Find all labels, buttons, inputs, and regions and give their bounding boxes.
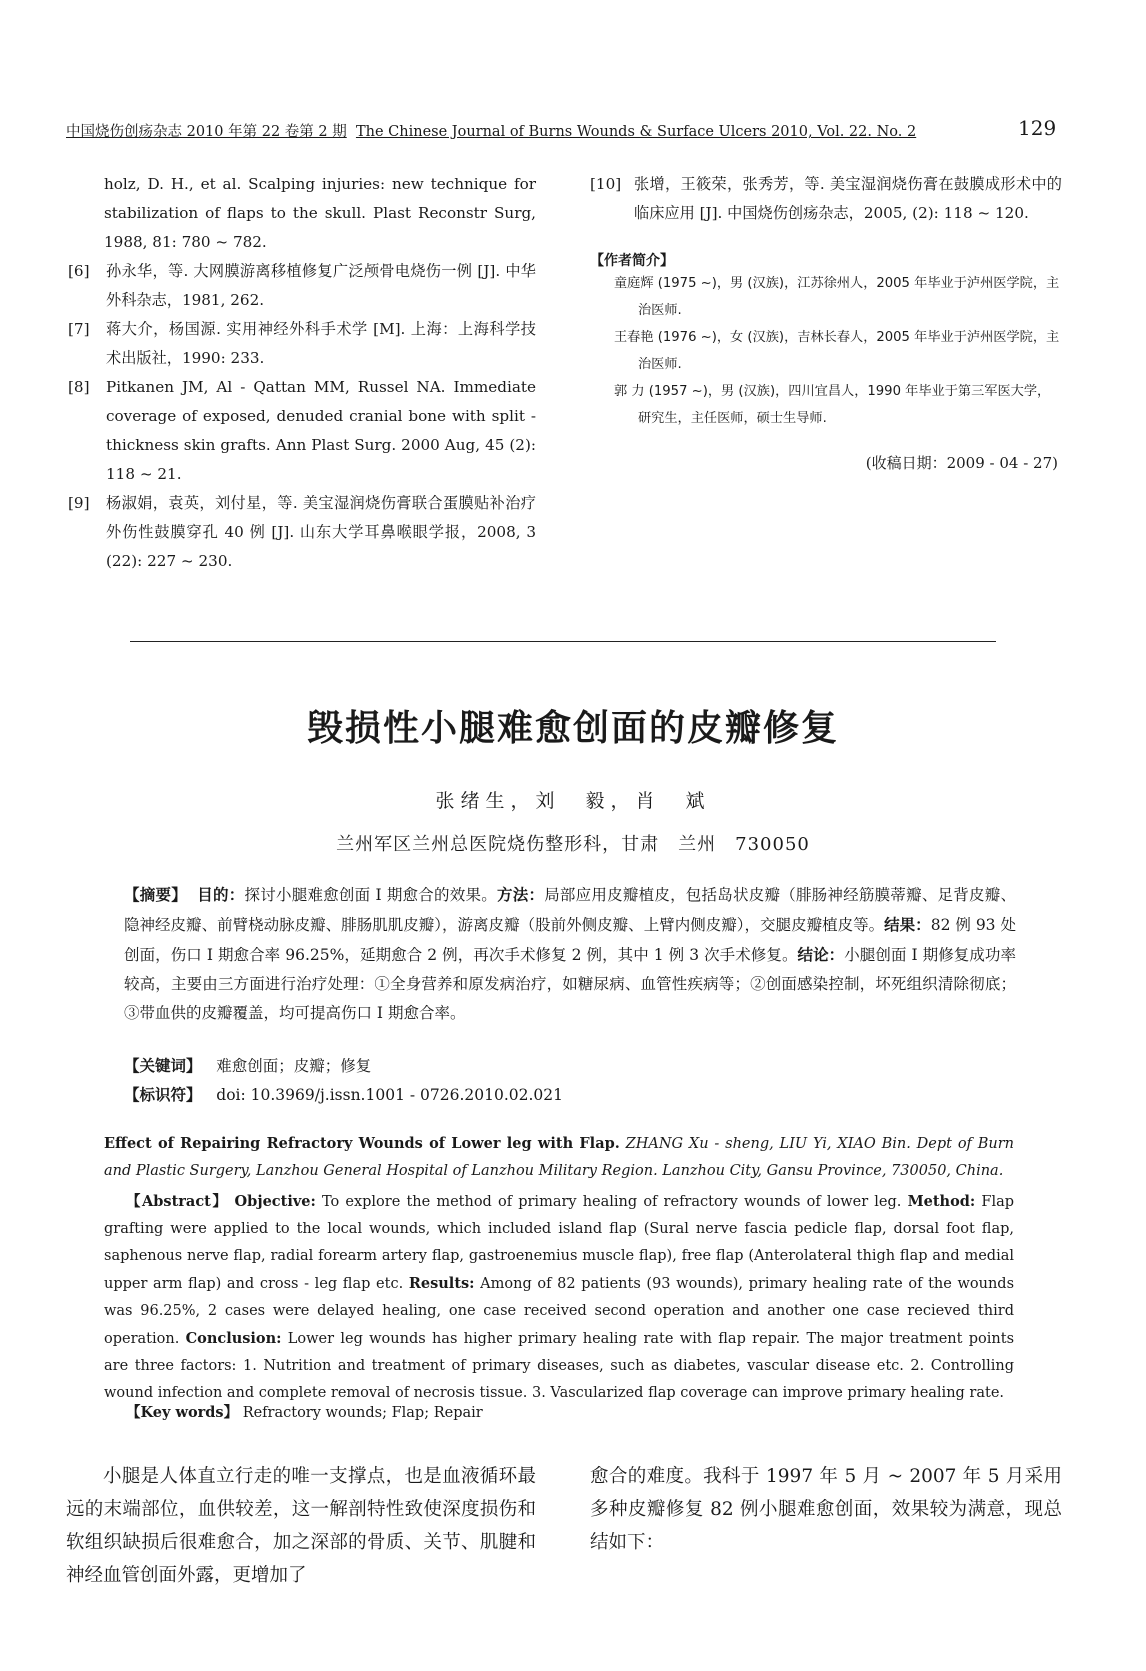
reference-item: [6] 孙永华，等. 大网膜游离移植修复广泛颅骨电烧伤一例 [J]. 中华外科杂志，1981, 262. [68,262,536,309]
reference-item: [8] Pitkanen JM, Al - Qattan MM, Russel NA. Immediate coverage of exposed, denuded cranial bone with split - thickness skin grafts. Ann Plast Surg. 2000 Aug, 45 (2): 118 ~ 21. [68,378,536,483]
body-text-left: 小腿是人体直立行走的唯一支撑点，也是血液循环最远的末端部位，血供较差，这一解剖特性致使深度损伤和软组织缺损后很难愈合，加之深部的骨质、关节、肌腱和神经血管创面外露，更增加了 [66,1466,536,1586]
references-left [68,170,536,576]
reference-item: [9] 杨淑娟，袁英，刘付星，等. 美宝湿润烧伤膏联合蛋膜贴补治疗外伤性鼓膜穿孔 40 例 [J]. 山东大学耳鼻喉眼学报，2008, 3 (22): 227 ~ 230. [68,494,536,570]
keywords-cn: 【关键词】 难愈创面；皮瓣；修复 [124,1056,372,1075]
english-abstract: 【Abstract】 Objective: To explore the method of primary healing of refractory wounds of lower leg. Method: Flap grafting were applied to the local wounds, which included island flap (Sural nerve fascia pedicle flap, dorsal foot flap, saphenous nerve flap, radial forearm artery flap, gastroenemius muscle flap), free flap (Anterolateral thigh flap and medial upper arm flap) and cross - leg flap etc. Results: Among of 82 patients (93 wounds), primary healing rate of the wounds was 96.25%, 2 cases were delayed healing, one case received second operation and another one case recieved third operation. Conclusion: Lower leg wounds has higher primary healing rate with flap repair. The major treatment points are three factors: 1. Nutrition and treatment of primary diseases, such as diabetes, vascular disease etc. 2. Controlling wound infection and complete removal of necrosis tissue. 3. Vascularized flap coverage can improve primary healing rate. [104,1193,1015,1401]
english-keywords: 【Key words】 Refractory wounds; Flap; Repair [126,1404,483,1421]
article-authors: 张绪生，刘 毅，肖 斌 [435,790,711,812]
article-affiliation: 兰州军区兰州总医院烧伤整形科，甘肃 兰州 730050 [336,834,810,855]
journal-name-en: The Chinese Journal of Burns Wounds & Surface Ulcers 2010, Vol. 22. No. 2 [355,124,917,140]
reference-item: [7] 蒋大介，杨国源. 实用神经外科手术学 [M]. 上海：上海科学技术出版社，1990: 233. [68,320,536,367]
author-entry: 童庭辉 (1975 ~)，男 (汉族)，江苏徐州人，2005 年毕业于泸州医学院，主治医师. [614,276,1060,318]
journal-name-cn: 中国烧伤创疡杂志 2010 年第 22 卷第 2 期 [66,124,347,140]
reference-item: [10] 张增，王筱荣，张秀芳，等. 美宝湿润烧伤膏在鼓膜成形术中的临床应用 [J]. 中国烧伤创疡杂志，2005, (2): 118 ~ 120. [590,175,1062,222]
article-title: 毁损性小腿难愈创面的皮瓣修复 [306,708,839,749]
author-entry: 王春艳 (1976 ~)，女 (汉族)，吉林长春人，2005 年毕业于泸州医学院，主治医师. [614,330,1060,372]
page-number: 129 [1018,116,1057,140]
running-header [66,120,1066,141]
author-intro [590,270,1062,432]
abstract-cn: 【摘要】 目的：探讨小腿难愈创面 I 期愈合的效果。方法：局部应用皮瓣植皮，包括岛状皮瓣（腓肠神经筋膜蒂瓣、足背皮瓣、隐神经皮瓣、前臂桡动脉皮瓣、腓肠肌肌皮瓣），游离皮瓣（股前外侧皮瓣、上臂内侧皮瓣），交腿皮瓣植皮等。结果：82 例 93 处创面，伤口 I 期愈合率 96.25%，延期愈合 2 例，再次手术修复 2 例，其中 1 例 3 次手术修复。结论：小腿创面 I 期修复成功率较高，主要由三方面进行治疗处理：①全身营养和原发病治疗，如糖尿病、血管性疾病等；②创面感染控制，坏死组织清除彻底；③带血供的皮瓣覆盖，均可提高伤口 I 期愈合率。 [124,885,1016,1022]
author-intro-heading: 【作者简介】 [590,253,674,269]
reference-item: holz, D. H., et al. Scalping injuries: new technique for stabilization of flaps to the skull. Plast Reconstr Surg, 1988, 81: 780 ~ 782. [104,175,536,251]
section-divider [130,641,996,642]
body-text-right: 愈合的难度。我科于 1997 年 5 月 ~ 2007 年 5 月采用多种皮瓣修复 82 例小腿难愈创面，效果较为满意，现总结如下： [590,1466,1062,1553]
identifier-cn: 【标识符】 doi: 10.3969/j.issn.1001 - 0726.2010.02.021 [124,1085,564,1104]
received-date: (收稿日期：2009 - 04 - 27) [865,454,1058,472]
author-entry: 郭 力 (1957 ~)，男 (汉族)，四川宜昌人，1990 年毕业于第三军医大学，研究生，主任医师，硕士生导师. [614,384,1051,426]
right-column-top [590,170,1062,473]
english-title: Effect of Repairing Refractory Wounds of Lower leg with Flap. ZHANG Xu - sheng, LIU Yi, XIAO Bin. Dept of Burn and Plastic Surgery, Lanzhou General Hospital of Lanzhou Military Region. Lanzhou City, Gansu Province, 730050, China. [104,1135,1015,1179]
